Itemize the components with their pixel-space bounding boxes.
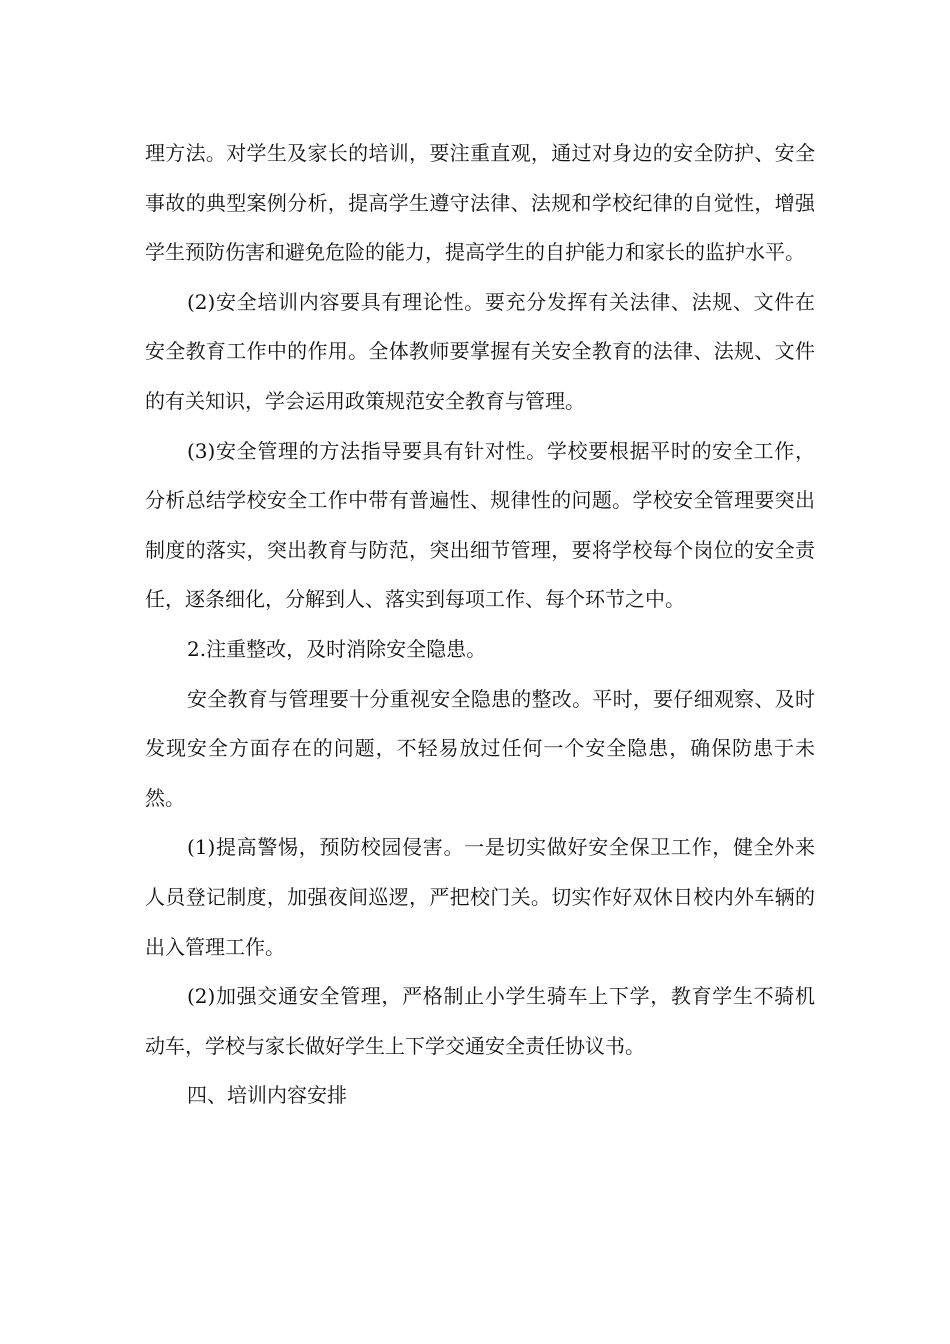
section-heading-rectification: 2.注重整改，及时消除安全隐患。 bbox=[187, 636, 487, 661]
paragraph-targeted-guidance: (3)安全管理的方法指导要具有针对性。学校要根据平时的安全工作，分析总结学校安全工作中带有普遍性、规律性的问题。学校安全管理要突出制度的落实，突出教育与防范，突出细节管理，要将学校每个岗位的安全责任，逐条细化，分解到人、落实到每项工作、每个环节之中。 bbox=[145, 438, 815, 612]
paragraph-training-methods: 理方法。对学生及家长的培训，要注重直观，通过对身边的安全防护、安全事故的典型案例分析，提高学生遵守法律、法规和学校纪律的自觉性，增强学生预防伤害和避免危险的能力，提高学生的自护能力和家长的监护水平。 bbox=[145, 141, 815, 265]
document-body bbox=[145, 129, 815, 1121]
section-heading-training-schedule: 四、培训内容安排 bbox=[187, 1083, 347, 1108]
paragraph-theory: (2)安全培训内容要具有理论性。要充分发挥有关法律、法规、文件在安全教育工作中的作用。全体教师要掌握有关安全教育的法律、法规、文件的有关知识，学会运用政策规范安全教育与管理。 bbox=[145, 289, 815, 413]
paragraph-campus-security: (1)提高警惕，预防校园侵害。一是切实做好安全保卫工作，健全外来人员登记制度，加强夜间巡逻，严把校门关。切实作好双休日校内外车辆的出入管理工作。 bbox=[145, 835, 815, 959]
paragraph-hazard-rectification: 安全教育与管理要十分重视安全隐患的整改。平时，要仔细观察、及时发现安全方面存在的问题，不轻易放过任何一个安全隐患，确保防患于未然。 bbox=[145, 686, 815, 810]
paragraph-traffic-safety: (2)加强交通安全管理，严格制止小学生骑车上下学，教育学生不骑机动车，学校与家长做好学生上下学交通安全责任协议书。 bbox=[145, 984, 815, 1058]
